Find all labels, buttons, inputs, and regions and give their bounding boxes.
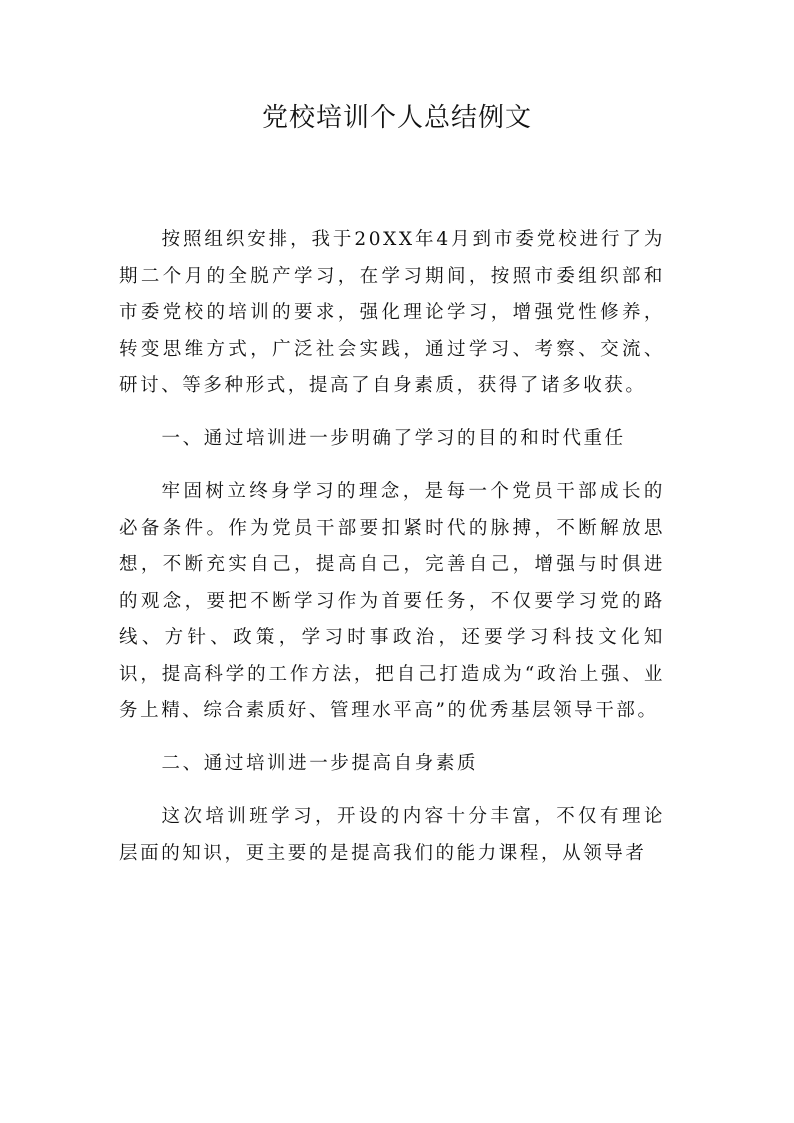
paragraph-spacer (119, 458, 665, 475)
paragraph-spacer (119, 405, 665, 422)
paragraph-spacer (119, 730, 665, 747)
section-2-paragraph: 这次培训班学习，开设的内容十分丰富，不仅有理论层面的知识，更主要的是提高我们的能力课程，从领导者 (119, 806, 665, 864)
paragraph-spacer (119, 783, 665, 800)
section-heading-1: 一、通过培训进一步明确了学习的目的和时代重任 (161, 428, 626, 449)
intro-paragraph: 按照组织安排，我于20XX年4月到市委党校进行了为期二个月的全脱产学习，在学习期间，按照市委组织部和市委党校的培训的要求，强化理论学习，增强党性修养，转变思维方式，广泛社会实践，通过学习、考察、交流、研讨、等多种形式，提高了自身素质，获得了诸多收获。 (119, 229, 665, 396)
section-1-paragraph: 牢固树立终身学习的理念，是每一个党员干部成长的必备条件。作为党员干部要扣紧时代的脉搏，不断解放思想，不断充实自己，提高自己，完善自己，增强与时俱进的观念，要把不断学习作为首要任务，不仅要学习党的路线、方针、政策，学习时事政治，还要学习科技文化知识，提高科学的工作方法，把自己打造成为“政治上强、业务上精、综合素质好、管理水平高”的优秀基层领导干部。 (119, 481, 665, 721)
section-heading-2: 二、通过培训进一步提高自身素质 (161, 753, 479, 774)
document-title: 党校培训个人总结例文 (261, 103, 532, 133)
document-body (119, 222, 665, 872)
